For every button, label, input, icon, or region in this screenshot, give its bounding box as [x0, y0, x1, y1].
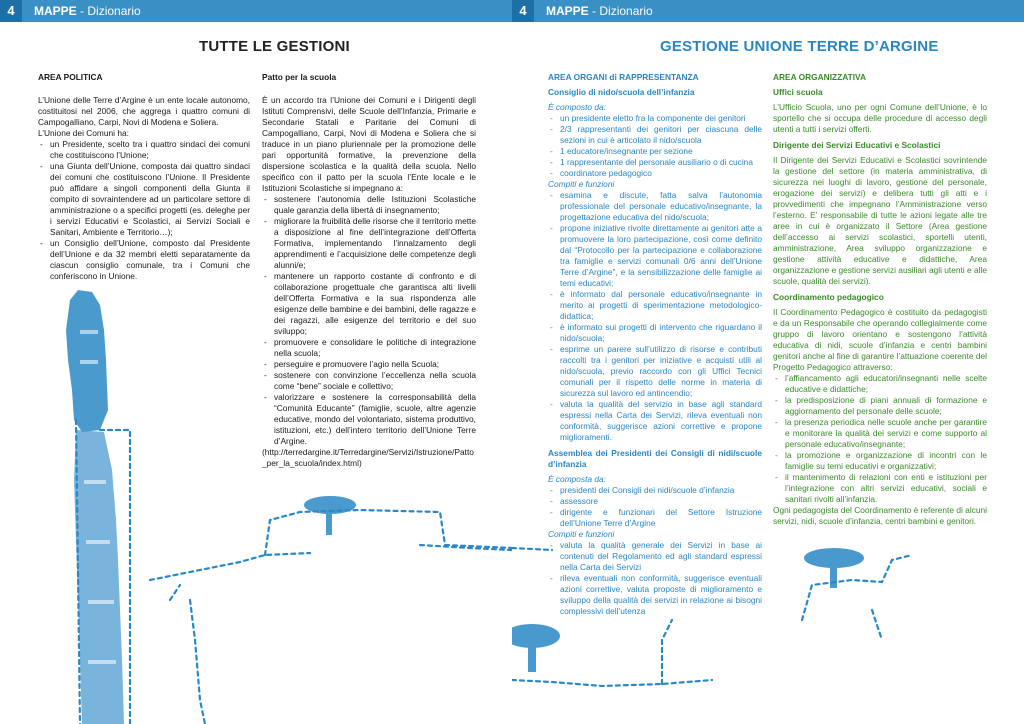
- list-item: - coordinatore pedagogico: [548, 168, 762, 179]
- assemblea-heading: Assemblea dei Presidenti dei Consigli di nidi/scuole d’infanzia: [548, 448, 762, 469]
- header-section: MAPPE: [546, 4, 589, 18]
- list-item: - valorizzare e sostenere la corresponsabilità della “Comunità Educante” (famiglie, scuole, altre agenzie educative, mondo del volontariato, sistema produttivo, istituzioni, etc.) dell’intero territorio dell’Unione Terre d’Argine.: [262, 392, 476, 447]
- composta-label: È composta da:: [548, 474, 606, 484]
- composto-label: È composto da:: [548, 102, 606, 112]
- list-item: - è informato sui progetti di intervento che riguardano il nido/scuola;: [548, 322, 762, 344]
- list-item: - un Presidente, scelto tra i quattro sindaci dei comuni che costituiscono l’Unione;: [38, 139, 250, 161]
- list-item: - valuta la qualità del servizio in base agli standard espressi nella Carta dei Servizi, rileva eventuali non conformità, suggerisce azioni correttive e propone miglioramenti.: [548, 399, 762, 443]
- list-item: - migliorare la fruibilità delle risorse che il territorio mette a disposizione al fine dell’integrazione dell’Offerta Formativa, implementando l’innalzamento degli apprendimenti e l’acquisizione delle competenze degli alunni/e;: [262, 216, 476, 271]
- patto-link[interactable]: (http://terredargine.it/Terredargine/Servizi/Istruzione/Patto_per_la_scuola/index.html): [262, 447, 474, 468]
- patto-intro: È un accordo tra l’Unione dei Comuni e i Dirigenti degli Istituti Comprensivi, delle Scuole dell’Infanzia, Primarie e Secondarie Statali e Paritarie dei Comuni di Campogalliano, Carpi, Novi di Modena e Soliera che si traduce in un piano pluriennale per la promozione delle pari opportunità formative, la prevenzione della dispersione scolastica e la qualità della scuola. Nello specifico con il patto per la scuola l’Ente locale e le Istituzioni Scolastiche si impegnano a:: [262, 95, 476, 193]
- uffici-text: L’Ufficio Scuola, uno per ogni Comune dell’Unione, è lo sportello che si occupa delle procedure di accesso degli utenti a tutti i servizi offerti.: [773, 102, 987, 134]
- organizzativa-heading: AREA ORGANIZZATIVA: [773, 72, 867, 82]
- coord-list: [773, 373, 987, 505]
- list-item: - dirigente e funzionari del Settore Istruzione dell’Unione Terre d’Argine: [548, 507, 762, 529]
- composto-list: [548, 113, 762, 179]
- patto-heading: Patto per la scuola: [262, 72, 337, 82]
- list-item: - esprime un parere sull’utilizzo di risorse e contributi raccolti tra i genitori per iniziative e acquisti utili al nido/scuola, previo raccordo con gli Uffici Tecnici comunali per il rispetto delle norme in materia di sicurezza sul lavoro ed antincendio;: [548, 344, 762, 399]
- list-item: - mantenere un rapporto costante di confronto e di collaborazione progettuale che garantisca alti livelli dell’Offerta Formativa e la sua rispondenza alle esigenze delle bambine e dei bambini, delle ragazze e dei ragazzi, alle esigenze del territorio e del suo sviluppo;: [262, 271, 476, 337]
- list-item: - un Consiglio dell’Unione, composto dal Presidente dell’Unione e da 32 membri eletti separatamente da ciascun consiglio comunale, tra i Comuni che conferiscono in Unione.: [38, 238, 250, 282]
- dirigente-heading: Dirigente dei Servizi Educativi e Scolastici: [773, 140, 941, 150]
- coord-text: Il Coordinamento Pedagogico è costituito da pedagogisti e da un Responsabile che operando collegialmente come gruppo di lavoro orientano e sostengono l’attività educativa di nidi, scuole d’infanzia e centri bambini genitori anche al fine di garantire l’attuazione coerente del Progetto Pedagogico attraverso:: [773, 307, 987, 372]
- list-item: - è informato dal personale educativo/insegnante in merito ai progetti di sperimentazione metodologico-didattica;: [548, 289, 762, 322]
- area-politica-heading: AREA POLITICA: [38, 72, 103, 82]
- organs-intro: L’Unione dei Comuni ha:: [38, 128, 129, 138]
- list-item: - 1 rappresentante del personale ausiliario o di cucina: [548, 157, 762, 168]
- organizzativa-column: [773, 72, 987, 527]
- composta-list: [548, 485, 762, 529]
- list-item: - valuta la qualità generale dei Servizi in base ai contenuti del Regolamento ed agli standard espressi nella Carta dei Servizi: [548, 540, 762, 573]
- area-politica-intro: L’Unione delle Terre d’Argine è un ente locale autonomo, costituitosi nel 2006, che aggrega i quattro comuni di Campogalliano, Carpi, Novi di Modena e Soliera.: [38, 95, 250, 127]
- list-item: - il mantenimento di relazioni con enti e istituzioni per l’integrazione con altri servizi educativi, sociali e sanitari rivolti all’infanzia.: [773, 472, 987, 505]
- consiglio-heading: Consiglio di nido/scuola dell’infanzia: [548, 87, 695, 97]
- list-item: - la predisposizione di piani annuali di formazione e aggiornamento del personale delle scuole;: [773, 395, 987, 417]
- list-item: - la presenza periodica nelle scuole anche per garantire e monitorare la qualità dei servizi e come supporto al personale educativo/insegnante;: [773, 417, 987, 450]
- list-item: - sostenere l’autonomia delle Istituzioni Scolastiche quale garanzia della libertà di insegnamento;: [262, 194, 476, 216]
- coord-closing: Ogni pedagogista del Coordinamento è referente di alcuni servizi, nidi, scuole d’infanzia, centri bambini e genitori.: [773, 505, 987, 526]
- organs-list: [38, 139, 250, 282]
- organi-heading: AREA ORGANI di RAPPRESENTANZA: [548, 72, 699, 82]
- header-subsection: Dizionario: [599, 4, 653, 18]
- list-item: - rileva eventuali non conformità, suggerisce eventuali azioni correttive, valuta proposte di miglioramento e sviluppo della qualità dei servizi in relazione ai bisogni complessivi dell’utenza: [548, 573, 762, 617]
- page-number: 4: [0, 0, 22, 22]
- list-item: - la promozione e organizzazione di incontri con le famiglie su temi educativi e organizzativi;: [773, 450, 987, 472]
- compiti-label: Compiti e funzioni: [548, 179, 615, 189]
- compiti2-label: Compiti e funzioni: [548, 529, 615, 539]
- compiti-list: [548, 190, 762, 443]
- page-title: TUTTE LE GESTIONI: [199, 38, 350, 55]
- list-item: - assessore: [548, 496, 762, 507]
- header-separator: -: [76, 4, 88, 18]
- patto-column: [262, 72, 476, 469]
- list-item: - presidenti dei Consigli dei nidi/scuole d’infanzia: [548, 485, 762, 496]
- list-item: - una Giunta dell’Unione, composta dai quattro sindaci dei comuni che costituiscono l’Unione. Il Presidente può affidare a singoli componenti della Giunta il compito di sovraintendere ad un particolare settore di amministrazione o a specifici progetti (es. deleghe per i servizi Educativi e Scolastici, ai Servizi Sociali e Sanitari, Ambiente e Territorio…);: [38, 161, 250, 238]
- coord-heading: Coordinamento pedagogico: [773, 292, 884, 302]
- list-item: - propone iniziative rivolte direttamente ai genitori atte a promuovere la loro partecipazione, così come definito dal “Protocollo per la partecipazione e collaborazione tra famiglie e servizi comunali 0/6 anni dell’Unione Terre d’Argine”, e la sensibilizzazione delle famiglie ai temi educativi;: [548, 223, 762, 289]
- header-subsection: Dizionario: [87, 4, 141, 18]
- list-item: - l’affiancamento agli educatori/insegnanti nelle scelte educative e didattiche;: [773, 373, 987, 395]
- page-number: 4: [512, 0, 534, 22]
- uffici-heading: Uffici scuola: [773, 87, 823, 97]
- page-title: GESTIONE UNIONE TERRE D’ARGINE: [660, 38, 939, 55]
- header-section: MAPPE: [34, 4, 77, 18]
- header-separator: -: [588, 4, 600, 18]
- right-page: [512, 0, 1024, 724]
- area-politica-column: [38, 72, 250, 282]
- dirigente-text: Il Dirigente dei Servizi Educativi e Scolastici sovrintende la gestione del settore (in materia amministrativa, di sicurezza nei luoghi di lavoro, gestione del personale, erogazione dei servizi) e delibera tutti gli atti e i provvedimenti che impegnano l’Amministrazione verso l’esterno. E’ responsabile di tutte le azioni legate alle tre aree in cui è organizzato il Settore (Area gestione dell’accesso ai servizi scolastici, sportelli utenti, amministrazione, Area sviluppo organizzazione e gestione attività educative e didattiche, Area organizzazione e gestione servizi ausiliari agli utenti e alle scuole, qualità dei servizi).: [773, 155, 987, 286]
- list-item: - perseguire e promuovere l’agio nella Scuola;: [262, 359, 476, 370]
- list-item: - esamina e discute, fatta salva l’autonomia professionale del personale educativo/insegnante, la progettazione educativa del nido/scuola;: [548, 190, 762, 223]
- compiti2-list: [548, 540, 762, 617]
- list-item: - sostenere con convinzione l’eccellenza nella scuola come “bene” sociale e collettivo;: [262, 370, 476, 392]
- organi-column: [548, 72, 762, 617]
- list-item: - 1 educatore/insegnante per sezione: [548, 146, 762, 157]
- list-item: - un presidente eletto fra la componente dei genitori: [548, 113, 762, 124]
- patto-list: [262, 194, 476, 447]
- list-item: - promuovere e consolidare le politiche di integrazione nella scuola;: [262, 337, 476, 359]
- list-item: - 2/3 rappresentanti dei genitori per ciascuna delle sezioni in cui è articolato il nido/scuola: [548, 124, 762, 146]
